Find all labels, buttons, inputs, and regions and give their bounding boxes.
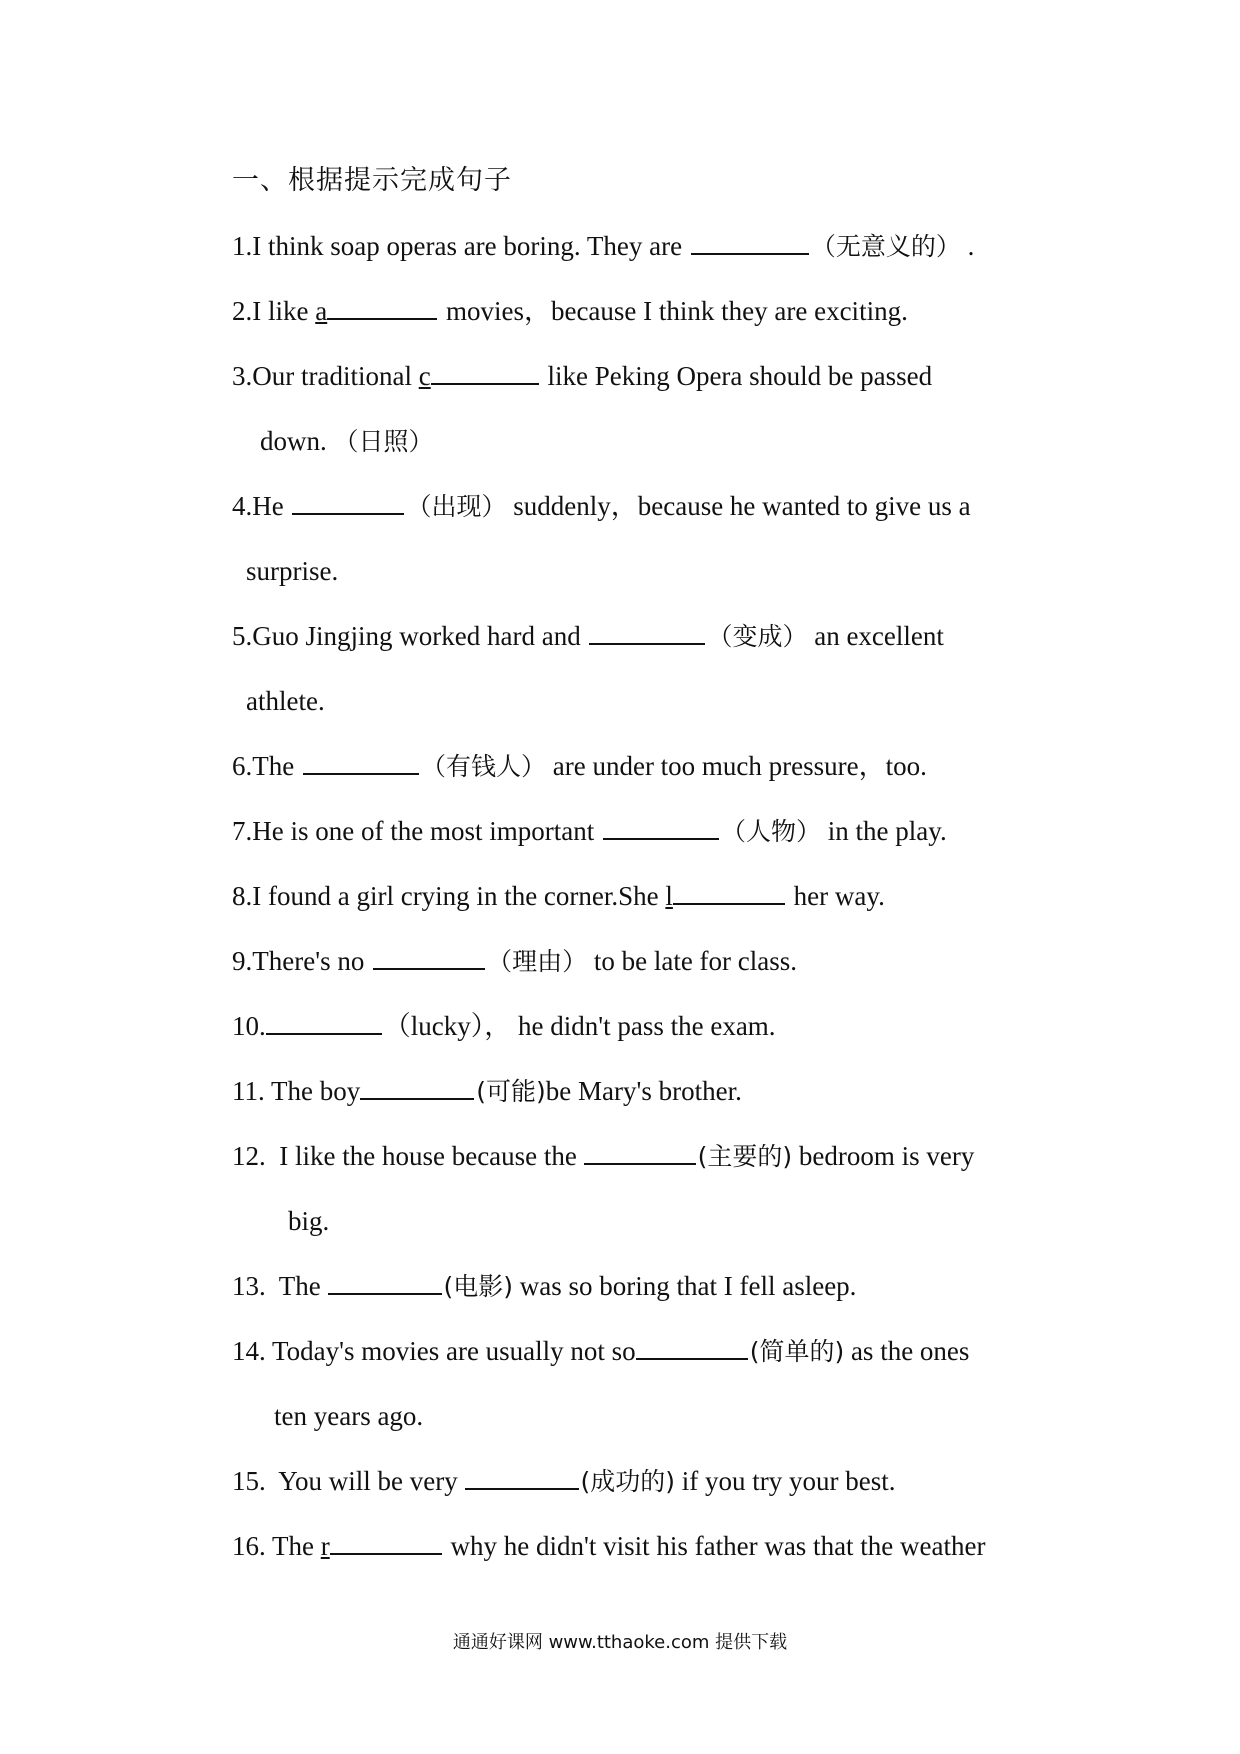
question-15 xyxy=(232,1464,896,1499)
question-number: 13. xyxy=(232,1271,266,1301)
question-text-end: an excellent xyxy=(807,621,944,651)
question-number: 15. xyxy=(232,1466,266,1496)
question-number: 14. xyxy=(232,1336,266,1366)
question-number: 5. xyxy=(232,621,253,651)
question-number: 2. xyxy=(232,296,253,326)
question-text-end: was so boring that I fell asleep. xyxy=(513,1271,857,1301)
question-hint: （变成） xyxy=(707,622,808,651)
question-hint: （日照） xyxy=(333,427,434,456)
question-number: 4. xyxy=(232,491,253,521)
question-text-end: in the play. xyxy=(820,816,947,846)
question-hint: （lucky）， xyxy=(383,1011,512,1041)
question-16 xyxy=(232,1529,985,1563)
question-number: 3. xyxy=(232,361,253,391)
question-5 xyxy=(232,619,944,654)
question-14-continued xyxy=(274,1399,423,1433)
first-letter-hint: c xyxy=(418,361,431,391)
question-14 xyxy=(232,1334,969,1369)
question-text-end: her way. xyxy=(786,881,885,911)
question-text: I like the house because the xyxy=(265,1141,584,1171)
question-text-end: if you try your best. xyxy=(675,1466,896,1496)
question-hint: （理由） xyxy=(487,947,588,976)
question-10 xyxy=(232,1009,776,1043)
question-number: 12. xyxy=(232,1141,266,1171)
question-text-end: to be late for class. xyxy=(587,946,798,976)
question-text: Today's movies are usually not so xyxy=(265,1336,636,1366)
question-text: There's no xyxy=(252,946,372,976)
question-text-end: bedroom is very xyxy=(792,1141,975,1171)
question-3 xyxy=(232,359,932,393)
question-text: down. xyxy=(260,426,334,456)
question-text: big. xyxy=(288,1206,330,1236)
question-2 xyxy=(232,294,908,328)
answer-blank[interactable] xyxy=(373,944,485,970)
question-text: The xyxy=(252,751,301,781)
question-text: The boy xyxy=(264,1076,361,1106)
question-hint: （出现） xyxy=(406,492,507,521)
answer-blank[interactable] xyxy=(603,814,719,840)
question-text: Guo Jingjing worked hard and xyxy=(252,621,588,651)
section-title: 一、根据提示完成句子 xyxy=(232,165,512,196)
answer-blank[interactable] xyxy=(431,359,539,385)
answer-blank[interactable] xyxy=(303,749,419,775)
question-number: 8. xyxy=(232,881,253,911)
question-text-end: suddenly，because he wanted to give us a xyxy=(506,491,971,521)
question-text-end: be Mary's brother. xyxy=(545,1076,742,1106)
question-text: I found a girl crying in the corner.She xyxy=(252,881,666,911)
answer-blank[interactable] xyxy=(673,879,785,905)
question-3-continued xyxy=(260,424,434,459)
question-text: athlete. xyxy=(246,686,325,716)
question-text: He xyxy=(252,491,291,521)
question-hint: (可能) xyxy=(476,1077,546,1106)
question-number: 10. xyxy=(232,1011,266,1041)
question-12 xyxy=(232,1139,974,1174)
question-text-end: why he didn't visit his father was that the weather xyxy=(443,1531,986,1561)
question-1 xyxy=(232,229,974,264)
answer-blank[interactable] xyxy=(360,1074,474,1100)
answer-blank[interactable] xyxy=(327,294,437,320)
question-number: 16. xyxy=(232,1531,266,1561)
first-letter-hint: a xyxy=(315,296,328,326)
answer-blank[interactable] xyxy=(584,1139,696,1165)
answer-blank[interactable] xyxy=(691,229,809,255)
question-hint: (电影) xyxy=(443,1272,514,1301)
first-letter-hint: l xyxy=(665,881,673,911)
question-hint: (成功的) xyxy=(580,1467,676,1496)
question-7 xyxy=(232,814,947,849)
footer-credit: 通通好课网 www.tthaoke.com 提供下载 xyxy=(452,1632,788,1653)
question-text: He is one of the most important xyxy=(252,816,601,846)
question-hint: (主要的) xyxy=(697,1142,793,1171)
question-text-end: are under too much pressure，too. xyxy=(546,751,927,781)
question-9 xyxy=(232,944,797,979)
question-number: 11. xyxy=(232,1076,265,1106)
question-number: 9. xyxy=(232,946,253,976)
question-text: Our traditional xyxy=(252,361,419,391)
question-text-end: . xyxy=(960,231,975,261)
question-text: surprise. xyxy=(246,556,339,586)
question-text: I like xyxy=(252,296,316,326)
question-4-continued xyxy=(246,554,338,588)
question-hint: （无意义的） xyxy=(810,232,961,261)
question-number: 6. xyxy=(232,751,253,781)
question-text-end: he didn't pass the exam. xyxy=(511,1011,776,1041)
question-number: 1. xyxy=(232,231,253,261)
question-text-end: like Peking Opera should be passed xyxy=(540,361,933,391)
answer-blank[interactable] xyxy=(266,1009,382,1035)
question-hint: （人物） xyxy=(720,817,821,846)
question-number: 7. xyxy=(232,816,253,846)
question-12-continued xyxy=(288,1204,329,1238)
answer-blank[interactable] xyxy=(292,489,404,515)
answer-blank[interactable] xyxy=(328,1269,442,1295)
answer-blank[interactable] xyxy=(330,1529,442,1555)
answer-blank[interactable] xyxy=(465,1464,579,1490)
question-6 xyxy=(232,749,927,784)
question-text: You will be very xyxy=(265,1466,465,1496)
question-text: ten years ago. xyxy=(274,1401,424,1431)
question-8 xyxy=(232,879,885,913)
question-4 xyxy=(232,489,971,524)
question-5-continued xyxy=(246,684,325,718)
question-text: The xyxy=(265,1271,328,1301)
question-text: I think soap operas are boring. They are xyxy=(252,231,689,261)
question-text-end: as the ones xyxy=(844,1336,970,1366)
first-letter-hint: r xyxy=(320,1531,330,1561)
question-text: The xyxy=(265,1531,321,1561)
question-13 xyxy=(232,1269,856,1304)
answer-blank[interactable] xyxy=(589,619,705,645)
question-hint: (简单的) xyxy=(749,1337,845,1366)
question-hint: （有钱人） xyxy=(420,752,546,781)
question-11 xyxy=(232,1074,742,1109)
answer-blank[interactable] xyxy=(636,1334,748,1360)
question-text-end: movies，because I think they are exciting. xyxy=(439,296,908,326)
